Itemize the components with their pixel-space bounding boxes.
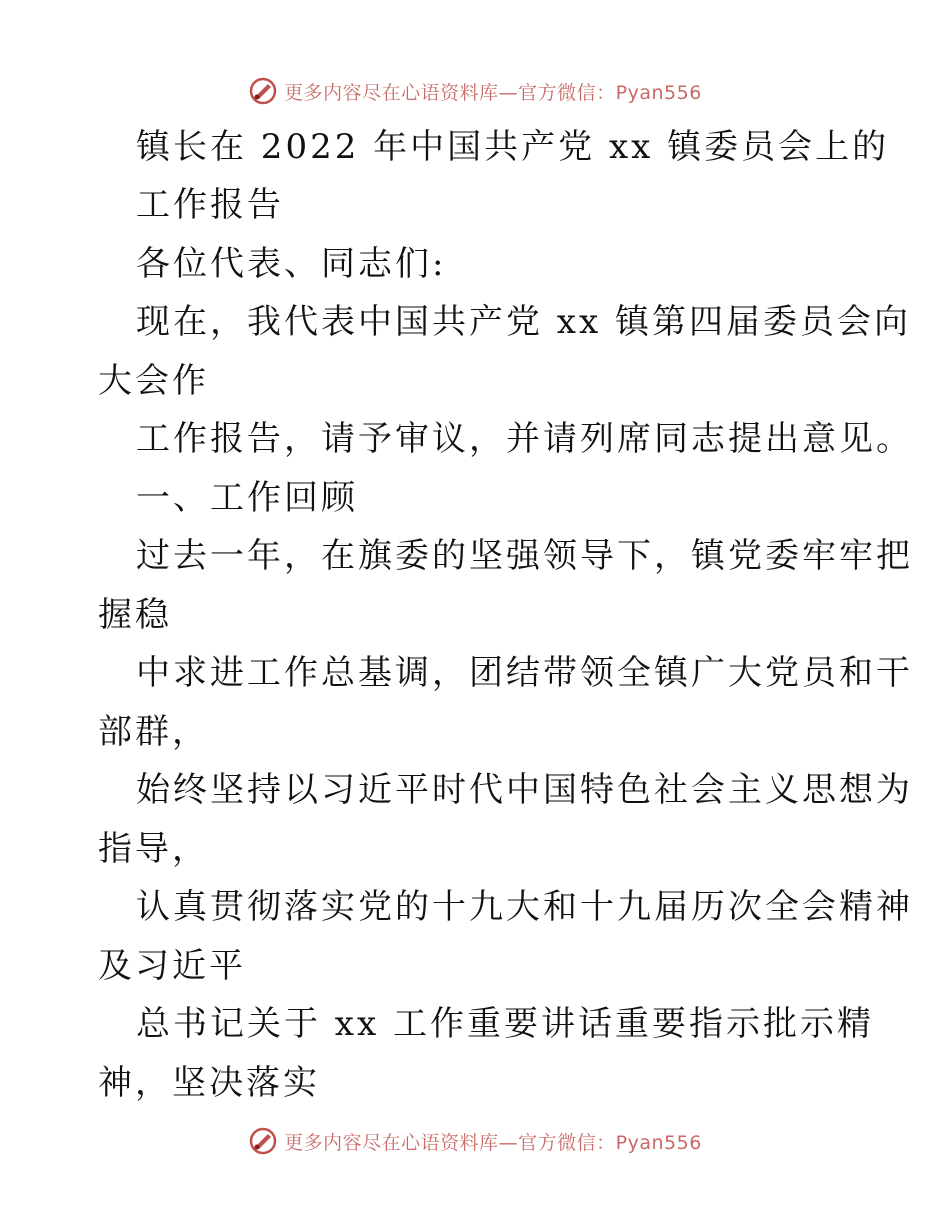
paragraph-line: 总书记关于 xx 工作重要讲话重要指示批示精 (136, 1004, 874, 1044)
document-title-line-1: 镇长在 2022 年中国共产党 xx 镇委员会上的 (136, 127, 890, 167)
watermark-footer (0, 1121, 950, 1161)
paragraph-line: 握稳 (98, 595, 172, 635)
document-title-line-2: 工作报告 (136, 185, 284, 225)
watermark-text: 更多内容尽在心语资料库—官方微信：Pyan556 (284, 1131, 702, 1154)
paragraph-line: 中求进工作总基调，团结带领全镇广大党员和干 (136, 653, 913, 693)
paragraph-line: 过去一年，在旗委的坚强领导下，镇党委牢牢把 (136, 536, 913, 576)
paragraph-line: 指导， (98, 829, 209, 869)
paragraph-line: 始终坚持以习近平时代中国特色社会主义思想为 (136, 770, 913, 810)
paragraph-line: 部群， (98, 712, 209, 752)
paragraph-line: 及习近平 (98, 946, 246, 986)
brush-logo-icon (248, 1126, 278, 1156)
paragraph-line: 神，坚决落实 (98, 1063, 320, 1103)
paragraph-line: 认真贯彻落实党的十九大和十九届历次全会精神 (136, 887, 913, 927)
paragraph-line: 现在，我代表中国共产党 xx 镇第四届委员会向 (136, 302, 911, 342)
watermark-text: 更多内容尽在心语资料库—官方微信：Pyan556 (284, 81, 702, 104)
salutation: 各位代表、同志们: (136, 244, 447, 284)
section-heading: 一、工作回顾 (136, 478, 358, 518)
paragraph-line: 大会作 (98, 361, 209, 401)
paragraph-line: 工作报告，请予审议，并请列席同志提出意见。 (136, 419, 913, 459)
